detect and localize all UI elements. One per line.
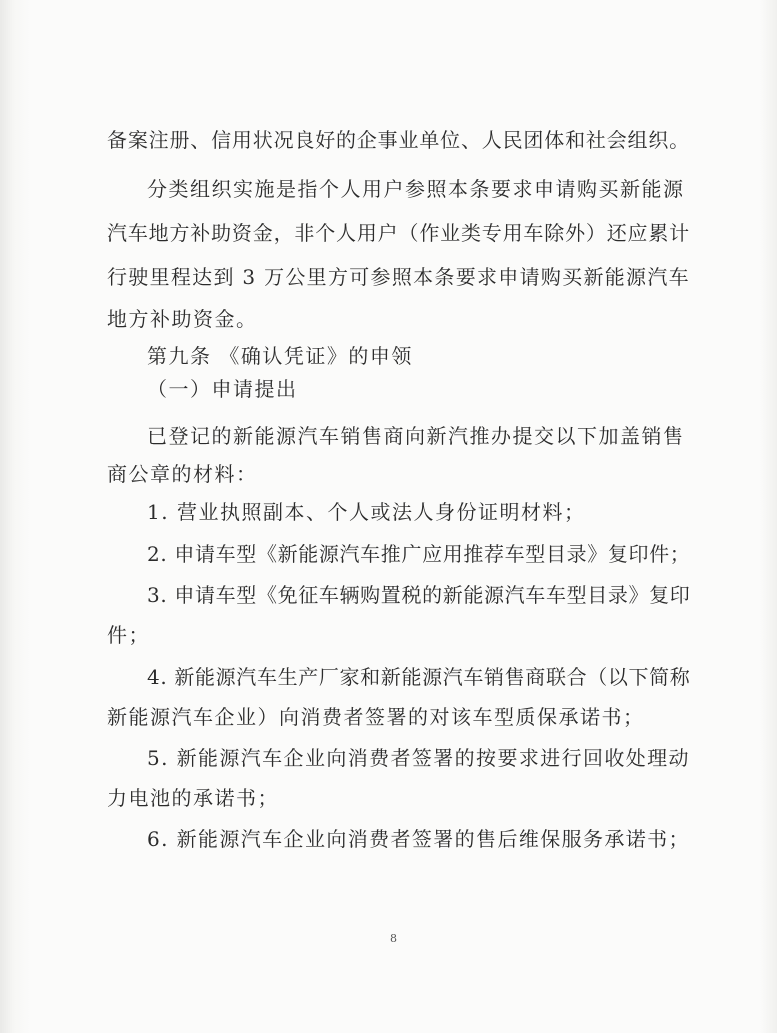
text-line: 备案注册、信用状况良好的企事业单位、人民团体和社会组织。 xyxy=(107,128,690,152)
page-number: 8 xyxy=(390,932,397,945)
text-line: 力电池的承诺书； xyxy=(107,786,279,810)
article-heading: 第九条 《确认凭证》的申领 xyxy=(147,344,413,368)
list-item: 5. 新能源汽车企业向消费者签署的按要求进行回收处理动 xyxy=(147,746,690,770)
text-line: 件； xyxy=(107,623,150,647)
text-line: 商公章的材料： xyxy=(107,462,258,486)
section-heading: （一）申请提出 xyxy=(147,377,298,401)
text-line: 地方补助资金。 xyxy=(107,307,258,331)
text-line: 行驶里程达到 3 万公里方可参照本条要求申请购买新能源汽车 xyxy=(107,265,690,289)
list-item: 4. 新能源汽车生产厂家和新能源汽车销售商联合（以下简称 xyxy=(147,665,691,689)
list-item: 6. 新能源汽车企业向消费者签署的售后维保服务承诺书； xyxy=(147,827,690,851)
text-line: 分类组织实施是指个人用户参照本条要求申请购买新能源 xyxy=(147,177,685,201)
list-item: 3. 申请车型《免征车辆购置税的新能源汽车车型目录》复印 xyxy=(147,583,691,607)
text-line: 已登记的新能源汽车销售商向新汽推办提交以下加盖销售 xyxy=(147,424,685,448)
list-item: 2. 申请车型《新能源汽车推广应用推荐车型目录》复印件； xyxy=(147,542,691,566)
text-line: 新能源汽车企业）向消费者签署的对该车型质保承诺书； xyxy=(107,705,645,729)
text-line: 汽车地方补助资金，非个人用户（作业类专用车除外）还应累计 xyxy=(107,221,690,245)
list-item: 1. 营业执照副本、个人或法人身份证明材料； xyxy=(147,500,586,524)
